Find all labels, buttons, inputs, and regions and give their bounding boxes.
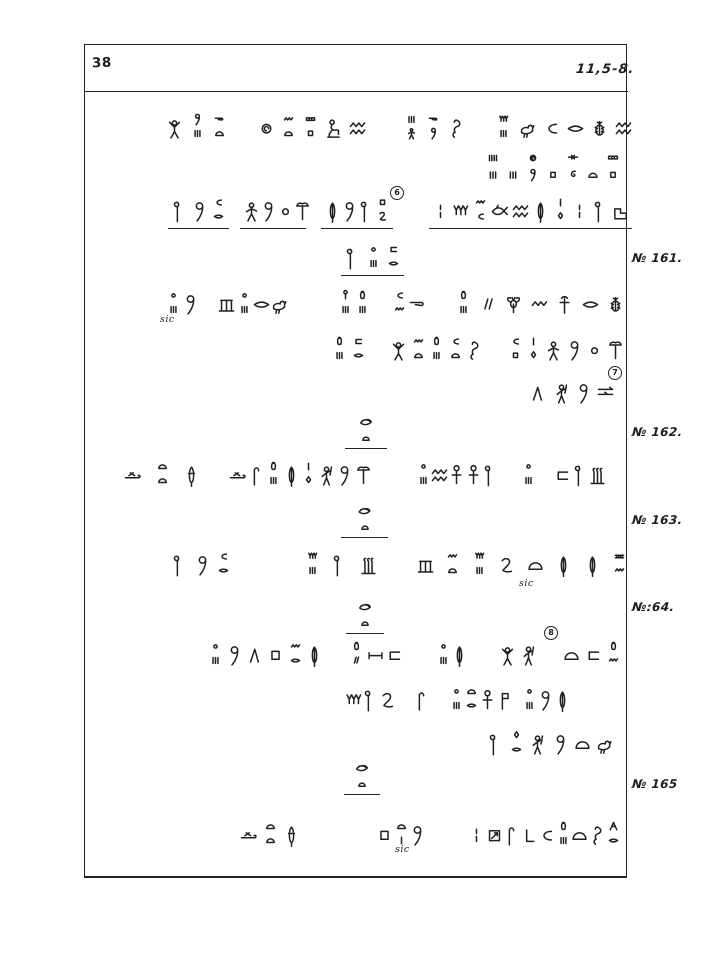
glyph-coil9 [537, 684, 554, 712]
glyph-manArms [166, 112, 183, 140]
glyph-feather [306, 639, 323, 667]
glyph-fish [491, 195, 508, 223]
glyph-bread-over-bread [155, 460, 170, 487]
glyph-circleSm-over-strokes3 [449, 685, 464, 712]
glyph-strokeDash [571, 195, 588, 223]
glyph-tallPlant [360, 549, 377, 577]
glyph-circleSm-over-strokes3 [436, 640, 451, 667]
glyph-bird [508, 377, 525, 405]
glyph-reed [482, 459, 499, 487]
glyph-reed [592, 195, 609, 223]
glyph-basin-over-water [392, 289, 407, 316]
glyph-circleDot [258, 112, 275, 140]
hieroglyph-group [332, 332, 624, 362]
glyph-bird [396, 684, 413, 712]
separator-underline [341, 537, 388, 538]
glyph-bird [388, 549, 405, 577]
glyph-angleL [521, 819, 538, 847]
page-number: 38 [91, 54, 113, 72]
glyph-slashes [480, 288, 497, 316]
grid-line [486, 150, 620, 165]
glyph-feather [451, 639, 468, 667]
hieroglyph-group [449, 682, 503, 712]
glyph-box [376, 819, 393, 847]
hieroglyph-group [508, 375, 614, 405]
glyph-crook [503, 819, 520, 847]
glyph-bee [505, 288, 522, 316]
glyph-strokes3 [506, 168, 520, 182]
glyph-barStriped-over-box [303, 113, 318, 140]
hieroglyph-group [240, 817, 300, 847]
hieroglyph-group [456, 286, 624, 316]
glyph-feather [283, 459, 300, 487]
glyph-strokes4 [486, 151, 500, 165]
glyph-aFrame-over-oval [606, 820, 621, 847]
glyph-water-over-bread [445, 550, 460, 577]
glyph-feather [555, 549, 572, 577]
glyph-sledge [229, 459, 246, 487]
glyph-feather [532, 195, 549, 223]
glyph-bird [542, 639, 559, 667]
hieroglyph-group [229, 457, 372, 487]
sic-annotation: sic [395, 844, 410, 855]
glyph-sledge [240, 819, 257, 847]
glyph-boxOpen-over-oval [386, 243, 401, 270]
hieroglyph-group [338, 286, 426, 316]
glyph-tstand [355, 459, 372, 487]
glyph-doubleBar [597, 377, 614, 405]
glyph-chairS [612, 195, 629, 223]
glyph-water2 [615, 112, 632, 140]
glyph-stroke1-over-diamond [301, 460, 316, 487]
glyph-arrowStar [566, 151, 580, 165]
hieroglyph-group [345, 682, 418, 712]
glyph-coil9 [575, 377, 592, 405]
glyph-stroke1-over-diamond [553, 196, 568, 223]
glyph-strokeDash [468, 819, 485, 847]
glyph-triangleGlyph [247, 639, 264, 667]
glyph-circleDot [526, 151, 540, 165]
glyph-coil9 [182, 288, 199, 316]
glyph-stroke1-over-diamond [526, 335, 541, 362]
glyph-reed [171, 195, 188, 223]
glyph-ladder-over-water [612, 550, 627, 577]
glyph-water-over-basin [473, 196, 488, 223]
glyph-featherCross [183, 459, 200, 487]
glyph-feather [324, 195, 341, 223]
hieroglyph-group [521, 457, 606, 487]
hieroglyph-group [243, 193, 303, 223]
glyph-oval [582, 288, 599, 316]
glyph-basin [543, 112, 560, 140]
footnote-mark: 7 [608, 366, 622, 380]
glyph-manStick [529, 728, 546, 756]
glyph-yyy [345, 684, 362, 712]
margin-number-label: №:64. [631, 600, 675, 614]
glyph-manStick [520, 639, 537, 667]
glyph-snake2 [379, 684, 396, 712]
glyph-coil9 [566, 334, 583, 362]
glyph-hook [566, 168, 580, 182]
glyph-coil9 [226, 639, 243, 667]
glyph-boxOpen [585, 639, 602, 667]
glyph-nefer [465, 459, 482, 487]
hieroglyph-group [344, 240, 401, 270]
glyph-armHook-over-bread [212, 113, 227, 140]
glyph-coil9 [409, 819, 426, 847]
glyph-duck [519, 112, 536, 140]
margin-number-label: № 165 [631, 777, 679, 791]
hieroglyph-group [324, 193, 390, 223]
sic-annotation: sic [519, 578, 534, 589]
hieroglyph-group [171, 193, 226, 223]
glyph-circleSm-over-strokes3 [208, 640, 223, 667]
glyph-reed [331, 549, 348, 577]
glyph-duck [271, 288, 288, 316]
glyph-scarab [591, 112, 608, 140]
glyph-box [267, 639, 284, 667]
glyph-box [546, 168, 560, 182]
hieroglyph-group [487, 726, 613, 756]
glyph-box-over-snake2 [375, 196, 390, 223]
glyph-bread-over-oval [464, 685, 479, 712]
glyph-water [531, 288, 548, 316]
glyph-coil9 [526, 168, 540, 182]
glyph-barStriped [606, 151, 620, 165]
glyph-boxOpen [386, 639, 403, 667]
glyph-tstand [607, 334, 624, 362]
glyph-sledge [124, 459, 141, 487]
hieroglyph-group [436, 637, 466, 667]
glyph-bread [563, 639, 580, 667]
glyph-manStick [553, 377, 570, 405]
hieroglyph-group [124, 457, 200, 487]
glyph-pylon [417, 549, 434, 577]
glyph-coil9 [260, 195, 277, 223]
glyph-oval [253, 288, 270, 316]
glyph-man [243, 195, 260, 223]
footnote-mark: 8 [544, 626, 558, 640]
glyph-crook [248, 459, 265, 487]
hieroglyph-group [376, 817, 426, 847]
glyph-basin-over-box [508, 335, 523, 362]
glyph-bottle-over-slashes [349, 640, 364, 667]
hieroglyph-group [166, 286, 288, 316]
glyph-armHook [409, 288, 426, 316]
glyph-manArms [499, 639, 516, 667]
glyph-bread-over-stroke1 [394, 820, 409, 847]
glyph-bread [586, 168, 600, 182]
glyph-circleSm [277, 195, 294, 223]
glyph-bird [200, 288, 217, 316]
margin-number-label: № 162. [631, 425, 684, 439]
glyph-triangleGlyph [530, 377, 547, 405]
glyph-water2 [512, 195, 529, 223]
glyph-cobra [448, 112, 465, 140]
glyph-bread-over-bread [263, 820, 278, 847]
glyph-basin-over-oval [216, 550, 231, 577]
glyph-reed [171, 549, 188, 577]
glyph-crook [413, 684, 430, 712]
margin-number-label: № 161. [631, 251, 684, 265]
glyph-basin-over-bread [448, 335, 463, 362]
glyph-circleSm-over-strokes3 [416, 460, 431, 487]
glyph-seated [325, 112, 342, 140]
glyph-nefer [448, 459, 465, 487]
glyph-bird [537, 459, 554, 487]
glyph-feather [584, 549, 601, 577]
glyph-coil9-over-strokes3 [190, 113, 205, 140]
glyph-manStick [318, 459, 335, 487]
glyph-coil9 [341, 195, 358, 223]
glyph-bottle-over-strokes3 [429, 335, 444, 362]
hieroglyph-group [166, 110, 366, 140]
margin-number-label: № 163. [631, 513, 684, 527]
glyph-coil9 [191, 195, 208, 223]
glyph-yyy [452, 195, 469, 223]
glyph-feather [554, 684, 571, 712]
glyph-yyy-over-strokes3 [472, 550, 487, 577]
section-separator-glyph [344, 762, 380, 795]
hieroglyph-group [499, 637, 621, 667]
glyph-yokeBar [367, 639, 384, 667]
glyph-cobra [466, 334, 483, 362]
hieroglyph-group [468, 817, 621, 847]
glyph-bread [574, 728, 591, 756]
separator-underline [344, 794, 380, 795]
glyph-bird [487, 334, 504, 362]
glyph-tallPlant [589, 459, 606, 487]
hieroglyph-group [171, 547, 231, 577]
glyph-bread [571, 819, 588, 847]
glyph-bottle-over-strokes3 [332, 335, 347, 362]
glyph-cobra [589, 819, 606, 847]
glyph-water2 [349, 112, 366, 140]
glyph-yyy-over-strokes3 [496, 113, 511, 140]
glyph-bird [234, 112, 251, 140]
glyph-circleSm-over-strokes3 [237, 289, 252, 316]
glyph-bottle-over-strokes3 [355, 289, 370, 316]
glyph-bird [373, 288, 390, 316]
glyph-bird [369, 334, 386, 362]
glyph-bread [527, 549, 544, 577]
hieroglyph-group [522, 682, 571, 712]
section-separator-glyph [346, 601, 384, 634]
separator-underline [345, 448, 387, 449]
glyph-scarab [607, 288, 624, 316]
grid-line [486, 167, 620, 182]
footnote-mark: 6 [390, 186, 404, 200]
glyph-boxOpen [554, 459, 571, 487]
glyph-armHook-over-coil9 [426, 113, 441, 140]
glyph-flagP [496, 684, 513, 712]
hieroglyph-group [208, 637, 323, 667]
glyph-water-over-oval [288, 640, 303, 667]
sic-annotation: sic [160, 314, 175, 325]
glyph-circleSm-over-strokes3 [366, 243, 381, 270]
glyph-snake2 [498, 549, 515, 577]
glyph-box [606, 168, 620, 182]
glyph-basin-over-oval [211, 196, 226, 223]
hieroglyph-group [404, 110, 632, 140]
plate-reference: 11,5-8. [575, 62, 636, 77]
glyph-coil9 [552, 728, 569, 756]
glyph-nefer [479, 684, 496, 712]
glyph-reed [358, 195, 375, 223]
hieroglyph-group [432, 193, 629, 223]
hieroglyph-group [305, 547, 627, 577]
glyph-boxArrow [486, 819, 503, 847]
glyph-strokes3 [486, 168, 500, 182]
glyph-water-over-bread [411, 335, 426, 362]
glyph-bottle-over-water [606, 640, 621, 667]
glyph-reed [344, 242, 361, 270]
glyph-circleSm-over-strokes3 [521, 460, 536, 487]
section-separator-glyph [345, 416, 387, 449]
glyph-lamp-over-strokes3 [338, 289, 353, 316]
glyph-plantCross [556, 288, 573, 316]
section-separator-glyph [341, 505, 388, 538]
glyph-circleSm [586, 334, 603, 362]
glyph-water-over-bread [281, 113, 296, 140]
glyph-circleSm-over-strokes3 [522, 685, 537, 712]
hieroglyph-grid-group [486, 150, 620, 182]
glyph-basin [538, 819, 555, 847]
glyph-water2 [431, 459, 448, 487]
glyph-strokes3-over-man [404, 113, 419, 140]
glyph-featherCross [283, 819, 300, 847]
glyph-man [545, 334, 562, 362]
glyph-manArms [390, 334, 407, 362]
glyph-strokeDash [432, 195, 449, 223]
glyph-circleSm-over-strokes3 [166, 289, 181, 316]
glyph-boxOpen-over-oval [351, 335, 366, 362]
hieroglyph-group [416, 457, 489, 487]
glyph-coil9 [194, 549, 211, 577]
glyph-pylon [218, 288, 235, 316]
glyph-duck [596, 728, 613, 756]
glyph-coil9 [336, 459, 353, 487]
glyph-oval [567, 112, 584, 140]
hieroglyph-group [349, 637, 403, 667]
header-rule [84, 91, 628, 92]
glyph-bird [472, 112, 489, 140]
glyph-diamond-over-oval [509, 729, 524, 756]
glyph-reed [362, 684, 379, 712]
separator-underline [346, 633, 384, 634]
glyph-reed [487, 728, 504, 756]
glyph-bottle-over-strokes3 [266, 460, 281, 487]
glyph-bottle-over-strokes3 [456, 289, 471, 316]
glyph-yyy-over-strokes3 [305, 550, 320, 577]
glyph-reed [572, 459, 589, 487]
glyph-tstand [294, 195, 311, 223]
glyph-bottle-over-strokes3 [556, 820, 571, 847]
